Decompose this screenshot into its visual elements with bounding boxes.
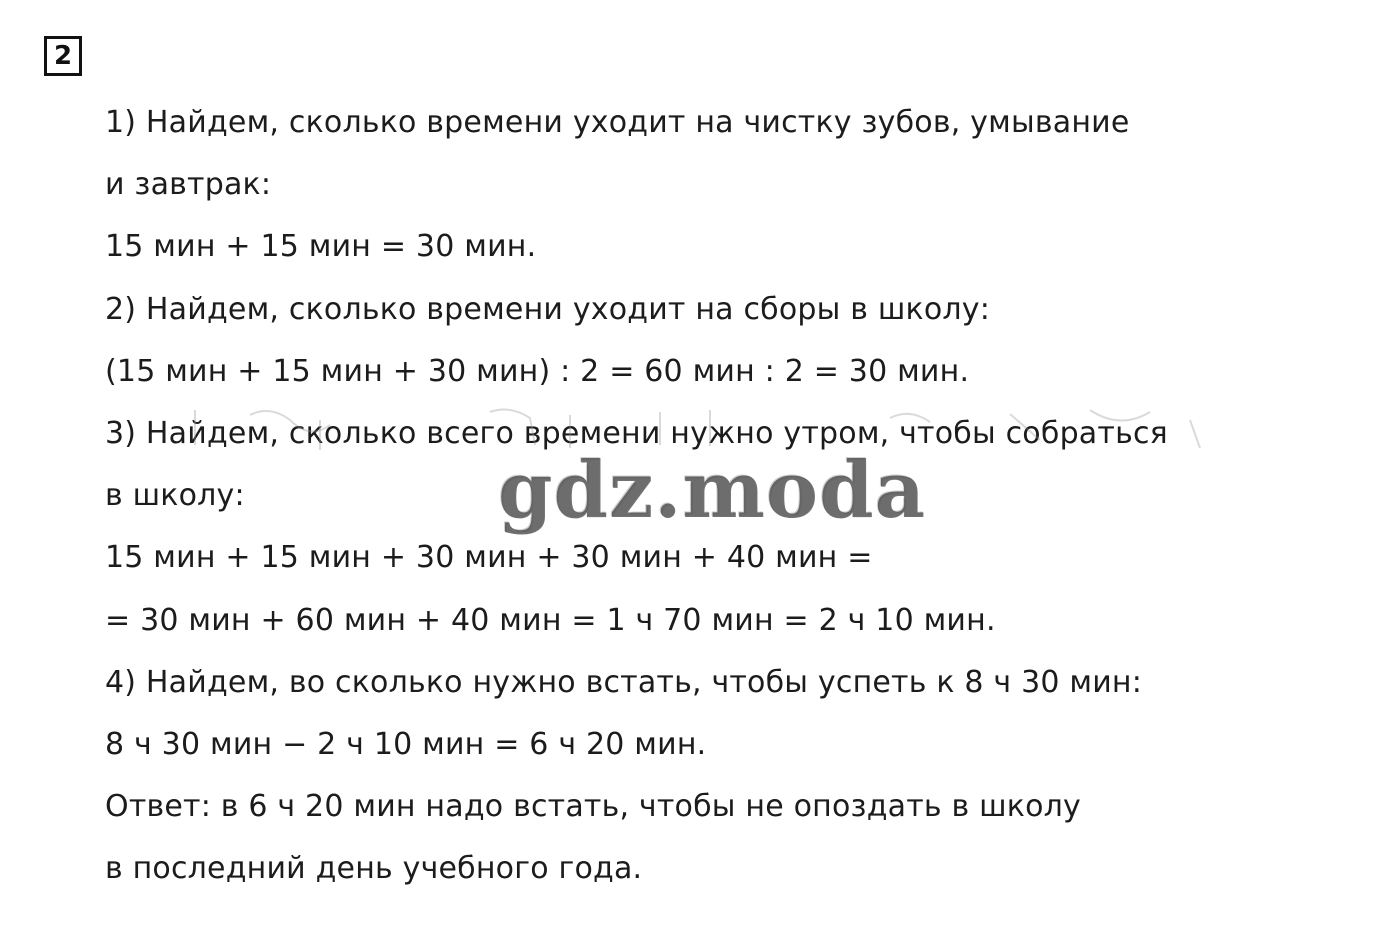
solution-text: [105, 92, 1345, 900]
solution-line: = 30 мин + 60 мин + 40 мин = 1 ч 70 мин = 2 ч 10 мин.: [105, 602, 996, 638]
solution-line: в последний день учебного года.: [105, 851, 643, 887]
solution-line: 1) Найдем, сколько времени уходит на чистку зубов, умывание: [105, 105, 1130, 140]
solution-line: 2) Найдем, сколько времени уходит на сборы в школу:: [105, 291, 991, 327]
solution-line: 15 мин + 15 мин = 30 мин.: [105, 229, 537, 265]
solution-line: Ответ: в 6 ч 20 мин надо встать, чтобы не опоздать в школу: [105, 789, 1081, 825]
solution-line: и завтрак:: [105, 167, 272, 203]
solution-line: 3) Найдем, сколько всего времени нужно утром, чтобы собраться: [105, 415, 1168, 451]
task-number-badge: 2: [44, 36, 82, 76]
solution-line: в школу:: [105, 478, 245, 514]
solution-line: 15 мин + 15 мин + 30 мин + 30 мин + 40 мин =: [105, 540, 873, 576]
watermark-logo: gdz.moda: [498, 445, 927, 536]
solution-line: (15 мин + 15 мин + 30 мин) : 2 = 60 мин : 2 = 30 мин.: [105, 353, 970, 389]
solution-line: 8 ч 30 мин − 2 ч 10 мин = 6 ч 20 мин.: [105, 726, 707, 762]
solution-line: 4) Найдем, во сколько нужно встать, чтобы успеть к 8 ч 30 мин:: [105, 664, 1143, 700]
